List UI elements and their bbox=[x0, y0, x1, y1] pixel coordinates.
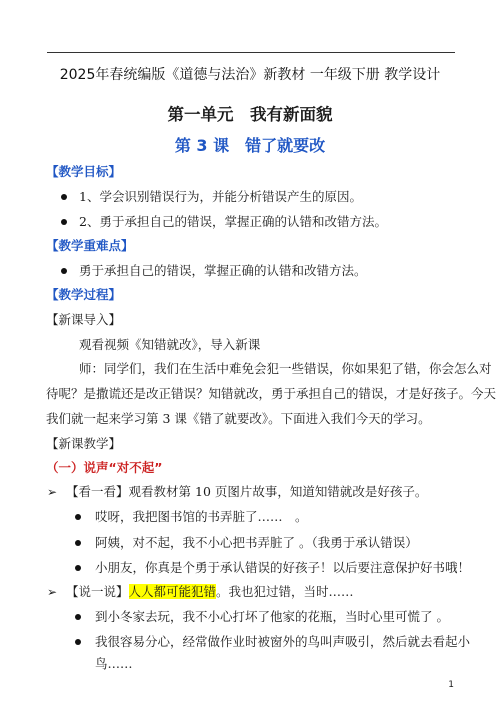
arrow-bullet-icon: ➢ bbox=[47, 585, 58, 599]
part1-title: （一）说声“对不起” bbox=[46, 460, 163, 475]
bullet-dot bbox=[61, 268, 67, 274]
intro-heading: 【新课导入】 bbox=[46, 312, 122, 327]
arrow-bullet-icon: ➢ bbox=[47, 485, 58, 499]
objectives-heading: 【教学目标】 bbox=[46, 164, 122, 179]
say-highlight: 人人都可能犯错 bbox=[128, 584, 217, 599]
bullet-dot bbox=[61, 219, 67, 225]
say-line bbox=[66, 583, 354, 601]
look-text: 观看教材第 10 页图片故事，知道知错就改是好孩子。 bbox=[128, 484, 428, 499]
say-item-2a: 我很容易分心，经常做作业时被窗外的鸟叫声吸引，然后就去看起小 bbox=[95, 634, 471, 649]
look-item-1: 哎呀，我把图书馆的书弄脏了…… 。 bbox=[95, 509, 308, 524]
bullet-dot bbox=[75, 639, 81, 645]
teacher-line-3: 我们就一起来学习第 3 课《错了就要改》。下面进入我们今天的学习。 bbox=[46, 411, 431, 426]
teacher-line-1: 师：同学们，我们在生活中难免会犯一些错误，你如果犯了错，你会怎么对 bbox=[79, 361, 492, 376]
look-item-2: 阿姨，对不起，我不小心把书弄脏了 。（我勇于承认错误） bbox=[95, 535, 418, 550]
bullet-dot bbox=[75, 514, 81, 520]
bullet-dot bbox=[75, 614, 81, 620]
look-line bbox=[66, 483, 427, 501]
teacher-line-2: 待呢？是撒谎还是改正错误？知错就改，勇于承担自己的错误，才是好孩子。今天 bbox=[46, 386, 497, 401]
say-item-2b: 鸟…… bbox=[95, 656, 133, 671]
bullet-dot bbox=[75, 540, 81, 546]
look-prefix: 【看一看】 bbox=[66, 484, 129, 499]
page-number: 1 bbox=[448, 680, 454, 690]
objective-1: 1、学会识别错误行为，并能分析错误产生的原因。 bbox=[79, 189, 362, 204]
unit-title: 第一单元 我有新面貌 bbox=[167, 105, 333, 124]
new-lesson-heading: 【新课教学】 bbox=[46, 436, 122, 451]
intro-text: 观看视频《知错就改》，导入新课 bbox=[79, 337, 261, 352]
say-text: 。我也犯过错，当时…… bbox=[216, 584, 354, 599]
keypoint-1: 勇于承担自己的错误，掌握正确的认错和改错方法。 bbox=[79, 263, 367, 278]
say-prefix: 【说一说】 bbox=[66, 584, 129, 599]
header-rule bbox=[47, 52, 455, 53]
document-header: 2025年春统编版《道德与法治》新教材 一年级下册 教学设计 bbox=[59, 67, 441, 83]
bullet-dot bbox=[75, 565, 81, 571]
lesson-title: 第 3 课 错了就要改 bbox=[174, 136, 326, 155]
keypoints-heading: 【教学重难点】 bbox=[46, 238, 134, 253]
look-item-3: 小朋友，你真是个勇于承认错误的好孩子！以后要注意保护好书哦！ bbox=[95, 560, 471, 575]
bullet-dot bbox=[61, 194, 67, 200]
process-heading: 【教学过程】 bbox=[46, 287, 122, 302]
say-item-1: 到小冬家去玩，我不小心打坏了他家的花瓶，当时心里可慌了 。 bbox=[95, 609, 449, 624]
objective-2: 2、勇于承担自己的错误，掌握正确的认错和改错方法。 bbox=[79, 214, 387, 229]
